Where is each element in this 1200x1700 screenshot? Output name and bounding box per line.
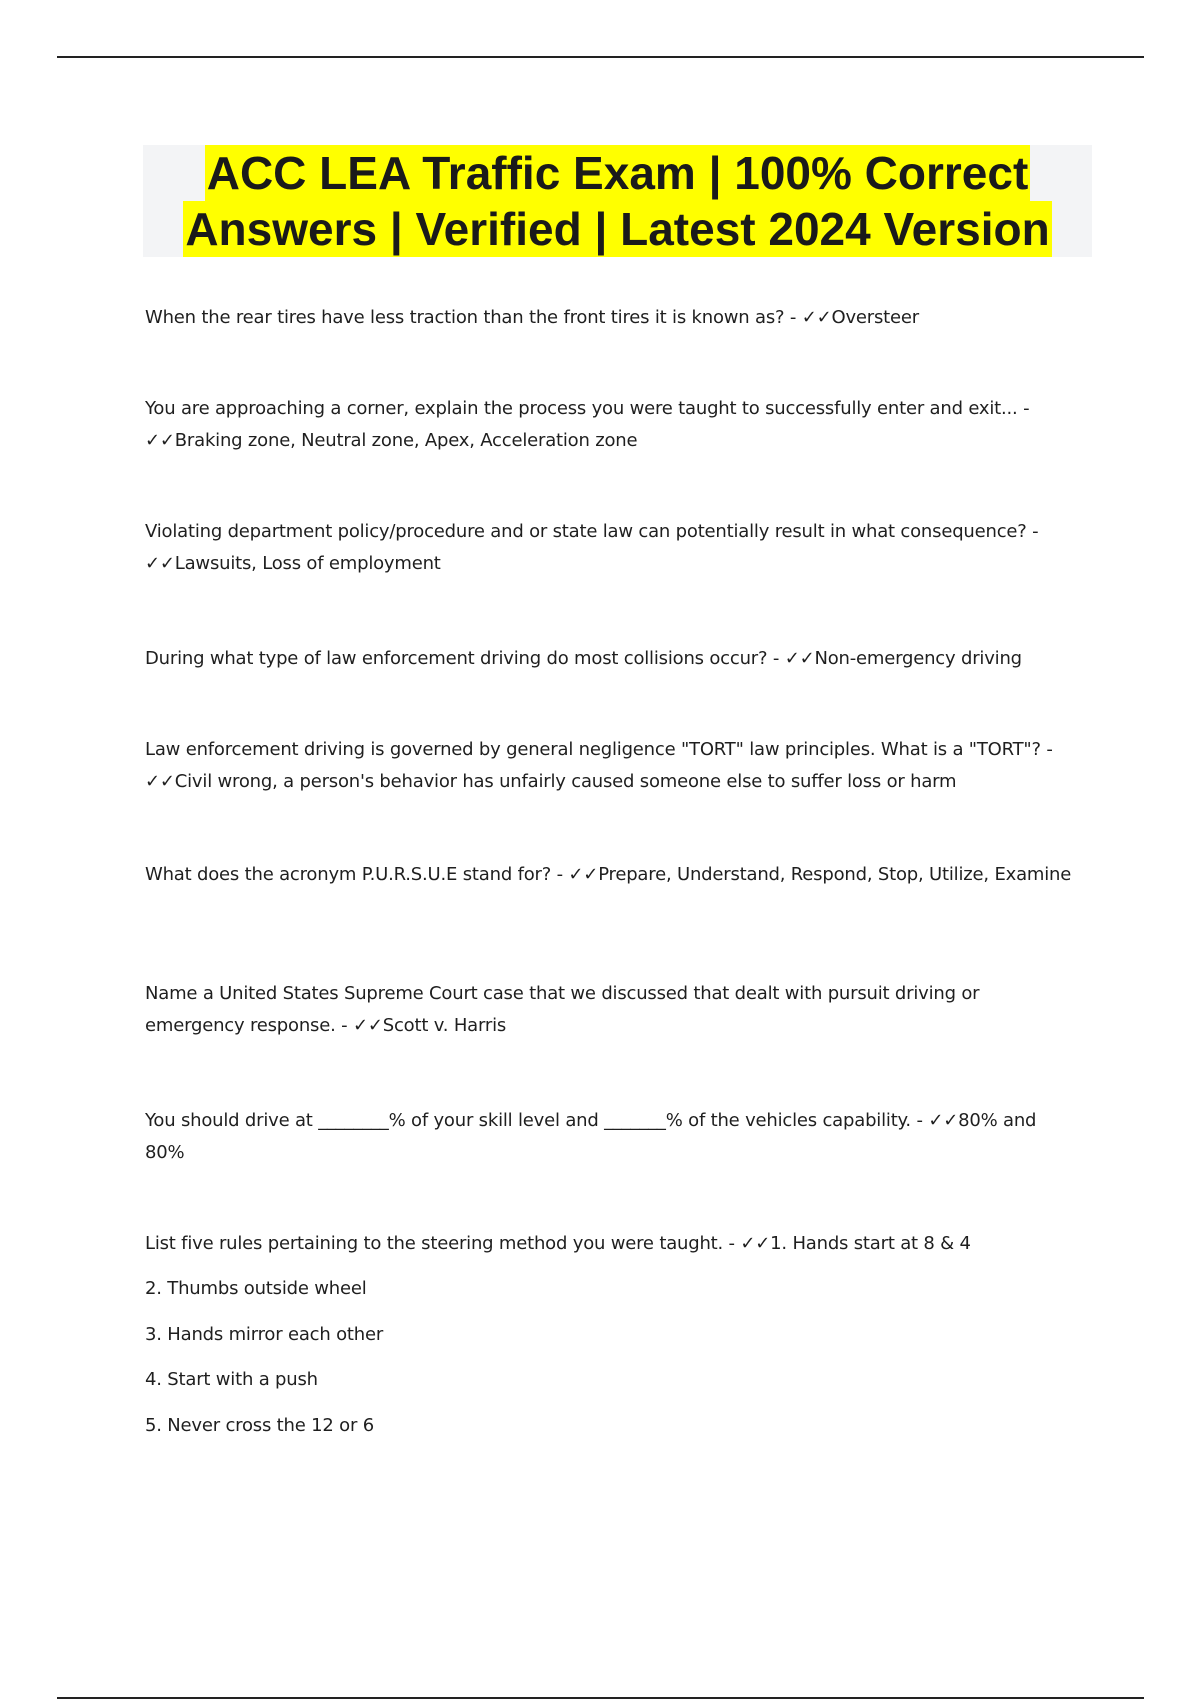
qa-item-5 xyxy=(145,734,1075,798)
check-icon: ✓✓ xyxy=(145,771,175,792)
question-text: When the rear tires have less traction than the front tires it is known as? - xyxy=(145,307,797,328)
answer-text: 80% and 80% xyxy=(145,1110,1037,1163)
answer-text: Scott v. Harris xyxy=(382,1015,507,1036)
question-text: You should drive at ________% of your skill level and _______% of the vehicles capability. - xyxy=(145,1110,923,1131)
check-icon: ✓✓ xyxy=(740,1233,771,1254)
qa-item-8 xyxy=(145,1105,1075,1169)
answer-text: Braking zone, Neutral zone, Apex, Acceleration zone xyxy=(174,430,638,451)
question-text: What does the acronym P.U.R.S.U.E stand for? - xyxy=(145,864,563,885)
check-icon: ✓✓ xyxy=(568,864,599,885)
answer-text: Lawsuits, Loss of employment xyxy=(174,553,441,574)
steering-rule-4: 4. Start with a push xyxy=(145,1369,318,1390)
question-text: Name a United States Supreme Court case that we discussed that dealt with pursuit driving or emergency response. - xyxy=(145,983,980,1036)
title-box xyxy=(143,145,1092,257)
qa-item-6 xyxy=(145,859,1075,891)
title-line-2: Answers | Verified | Latest 2024 Version xyxy=(185,203,1050,255)
answer-text: Prepare, Understand, Respond, Stop, Utilize, Examine xyxy=(598,864,1072,885)
check-icon: ✓✓ xyxy=(801,307,832,328)
check-icon: ✓✓ xyxy=(145,430,175,451)
answer-text: Non-emergency driving xyxy=(814,648,1022,669)
question-text: You are approaching a corner, explain the process you were taught to successfully enter and exit... - xyxy=(145,398,1030,419)
qa-item-7 xyxy=(145,978,1075,1042)
title-line-1: ACC LEA Traffic Exam | 100% Correct xyxy=(206,147,1029,199)
qa-item-2 xyxy=(145,393,1075,457)
question-text: Law enforcement driving is governed by general negligence "TORT" law principles. What is a "TORT"? - xyxy=(145,739,1053,760)
check-icon: ✓✓ xyxy=(145,553,175,574)
top-rule xyxy=(57,56,1144,58)
qa-item-4 xyxy=(145,643,1075,675)
answer-text: 1. Hands start at 8 & 4 xyxy=(770,1233,971,1254)
check-icon: ✓✓ xyxy=(784,648,815,669)
bottom-rule xyxy=(57,1697,1144,1699)
answer-text: Civil wrong, a person's behavior has unfairly caused someone else to suffer loss or harm xyxy=(174,771,957,792)
steering-rule-2: 2. Thumbs outside wheel xyxy=(145,1278,367,1299)
answer-text: Oversteer xyxy=(831,307,919,328)
check-icon: ✓✓ xyxy=(928,1110,959,1131)
qa-item-9 xyxy=(145,1228,1075,1260)
question-text: During what type of law enforcement driving do most collisions occur? - xyxy=(145,648,780,669)
question-text: List five rules pertaining to the steering method you were taught. - xyxy=(145,1233,735,1254)
qa-item-3 xyxy=(145,516,1075,580)
check-icon: ✓✓ xyxy=(352,1015,383,1036)
qa-item-1 xyxy=(145,302,1075,334)
steering-rule-3: 3. Hands mirror each other xyxy=(145,1324,384,1345)
steering-rule-5: 5. Never cross the 12 or 6 xyxy=(145,1415,374,1436)
question-text: Violating department policy/procedure and or state law can potentially result in what consequence? - xyxy=(145,521,1039,542)
